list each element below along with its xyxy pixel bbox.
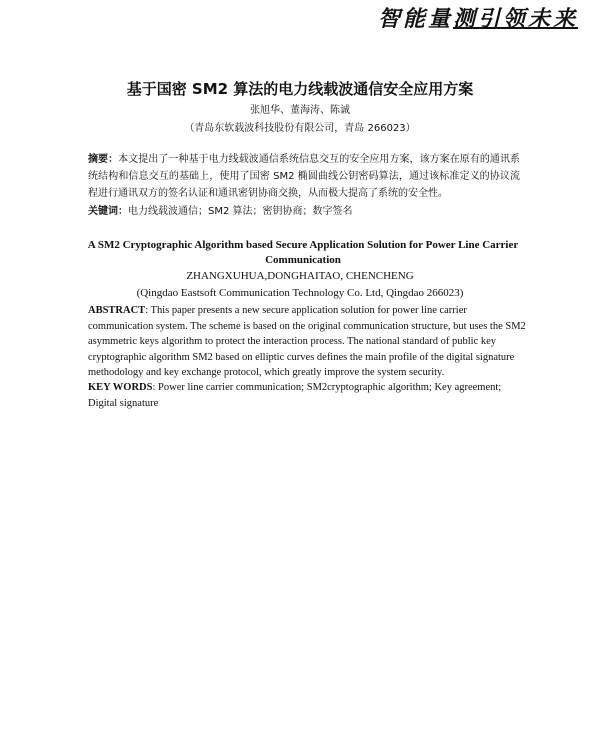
abstract-cn — [88, 151, 520, 202]
abstract-text-en: : This paper presents a new secure application solution for power line carrier communication system. The scheme is based on the original communication structure, but uses the SM2 asymmetric keys algorithm to protect the interaction process. The national standard of public key cryptographic algorithm SM2 based on elliptic curves defines the main profile of the digital signature methodology and key exchange protocol, which greatly improve the system security. — [88, 305, 526, 378]
paper-title-cn: 基于国密 SM2 算法的电力线载波通信安全应用方案 — [126, 80, 474, 98]
abstract-label-cn: 摘要： — [88, 154, 119, 165]
keywords-en — [88, 380, 528, 411]
keywords-label-en: KEY WORDS — [88, 382, 153, 393]
paper-title-en: A SM2 Cryptographic Algorithm based Secure Application Solution for Power Line Carrier Communication — [87, 239, 519, 266]
keywords-cn — [88, 203, 520, 220]
header-slogan-underlined: 测引领未来 — [452, 7, 578, 32]
authors-cn: 张旭华、董海涛、陈诚 — [250, 105, 350, 116]
authors-en: ZHANGXUHUA,DONGHAITAO, CHENCHENG — [186, 270, 414, 282]
header-slogan — [378, 2, 578, 33]
abstract-label-en: ABSTRACT — [88, 305, 146, 316]
keywords-label-cn: 关键词： — [88, 206, 128, 217]
abstract-text-cn: 本文提出了一种基于电力线载波通信系统信息交互的安全应用方案，该方案在原有的通讯系统结构和信息交互的基础上，使用了国密 SM2 椭圆曲线公钥密码算法，通过该标准定义的协议流程进行通讯双方的签名认证和通讯密钥协商交换，从而极大提高了系统的安全性。 — [88, 154, 521, 199]
header-slogan-plain: 智能量 — [377, 7, 453, 32]
keywords-text-cn: 电力线载波通信；SM2 算法；密钥协商；数字签名 — [128, 206, 353, 217]
abstract-en — [88, 303, 528, 381]
affiliation-en: (Qingdao Eastsoft Communication Technology Co. Ltd, Qingdao 266023) — [136, 287, 464, 299]
keywords-text-en: : Power line carrier communication; SM2cryptographic algorithm; Key agreement; Digital signature — [88, 382, 502, 409]
affiliation-cn: （青岛东软载波科技股份有限公司，青岛 266023） — [184, 123, 416, 134]
